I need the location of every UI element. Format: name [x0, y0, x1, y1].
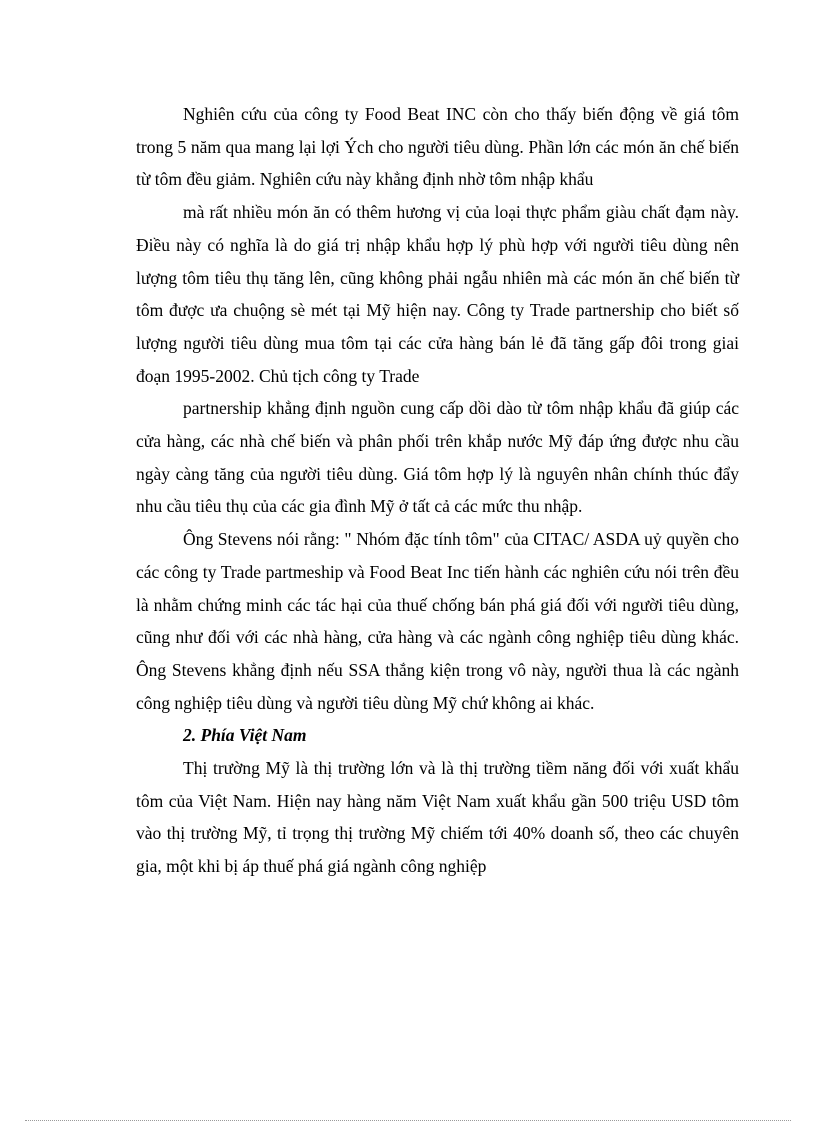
section-heading: 2. Phía Việt Nam [183, 725, 307, 746]
paragraph-food-beat-study [136, 98, 739, 196]
text-line: khẩu tôm của Việt Nam. Hiện nay hàng năm Việt Nam xuất khẩu gần 500 [136, 758, 739, 811]
text-line: nghiên cứu nói trên đều là nhằm chứng minh các tác hại của thuế chống bán [136, 561, 739, 615]
text-line: thắng kiện trong vô này, người thua là các ngành công nghiệp tiêu dùng và [136, 659, 739, 713]
text-line: Thị trường Mỹ là thị trường lớn và là thị trường tiềm năng đối với xuất [183, 758, 700, 779]
text-line: quyền cho các công ty Trade partmeship và Food Beat Inc tiến hành các [136, 529, 739, 582]
paragraph-stevens [136, 523, 739, 719]
text-line: Trade partnership cho biết số lượng người tiêu dùng mua tôm tại các cửa hàng [136, 300, 739, 353]
text-line: Ông Stevens nói rằng: " Nhóm đặc tính tôm" của CITAC/ ASDA uỷ [183, 529, 662, 550]
text-line: Nghiên cứu của công ty Food Beat INC còn cho thấy biến động về giá [183, 104, 706, 124]
text-line: giúp các cửa hàng, các nhà chế biến và phân phối trên khắp nước Mỹ đáp ứng [136, 398, 739, 452]
text-line: thu nhập. [517, 496, 583, 517]
text-line: phá giá đối với người tiêu dùng, cũng như đối với các nhà hàng, cửa hàng và [136, 594, 740, 648]
text-line: đạm này. Điều này có nghĩa là do giá trị nhập khẩu hợp lý phù hợp với người [136, 202, 740, 255]
text-line: ăn chế biến từ tôm đều giảm. Nghiên cứu này khẳng định nhờ tôm nhập khẩu [136, 136, 740, 190]
paragraph-supply [136, 392, 739, 523]
text-line: bán lẻ đã tăng gấp đôi trong giai đoạn 1995-2002. Chủ tịch công ty Trade [136, 332, 739, 386]
text-line: doanh số, theo các chuyên gia, một khi bị áp thuế phá giá ngành công nghiệp [136, 823, 740, 877]
document-body [136, 98, 739, 883]
text-line: tôm trong 5 năm qua mang lại lợi Ých cho người tiêu dùng. Phần lớn các món [136, 104, 739, 157]
text-line: mà rất nhiều món ăn có thêm hương vị của loại thực phẩm giàu chất [183, 202, 671, 223]
footer-divider [25, 1120, 791, 1121]
text-line: tiêu dùng nên lượng tôm tiêu thụ tăng lên, cũng không phải ngẫu nhiên mà [136, 234, 739, 288]
text-line: được nhu cầu ngày càng tăng của người tiêu dùng. Giá tôm hợp lý là nguyên [136, 431, 739, 484]
text-line: các món ăn chế biến từ tôm được ưa chuộng sè mét tại Mỹ hiện nay. Công ty [136, 267, 739, 321]
paragraph-vietnam-market [136, 752, 739, 883]
text-line: partnership khẳng định nguồn cung cấp dồi dào từ tôm nhập khẩu đã [183, 398, 675, 419]
paragraph-trade-partnership [136, 196, 739, 392]
text-line: người tiêu dùng Mỹ chứ không ai khác. [317, 692, 595, 713]
text-line: nhân chính thúc đẩy nhu cầu tiêu thụ của các gia đình Mỹ ở tất cả các mức [136, 463, 739, 517]
text-line: các ngành công nghiệp tiêu dùng khác. Ông Stevens khẳng định nếu SSA [136, 627, 740, 680]
text-line: triệu USD tôm vào thị trường Mỹ, tỉ trọng thị trường Mỹ chiếm tới 40% [136, 790, 739, 844]
